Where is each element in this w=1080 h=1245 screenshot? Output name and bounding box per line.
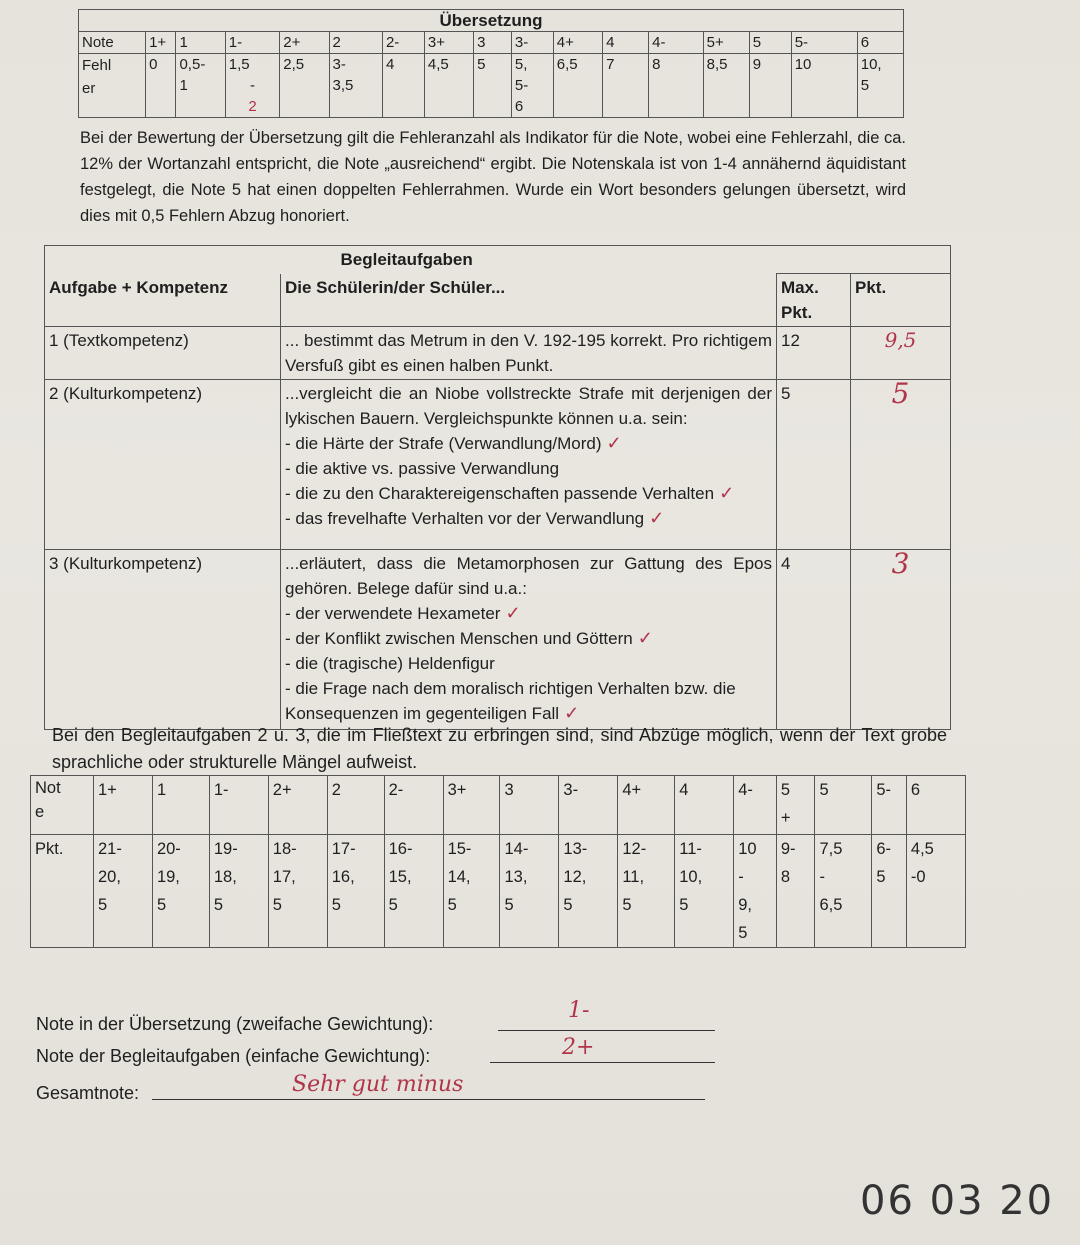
points-range-cell: 6- 5	[872, 835, 907, 948]
points-range-cell: 20- 19, 5	[152, 835, 209, 948]
grade-cell: 1	[152, 776, 209, 835]
grade-cell: 2	[329, 32, 382, 54]
translation-grade-label: Note in der Übersetzung (zweifache Gewichtung):	[36, 1014, 434, 1034]
error-count-cell: 1,5 - 2	[225, 54, 280, 118]
grade-cell: 2-	[382, 32, 424, 54]
error-count-cell: 6,5	[553, 54, 602, 118]
checkmark-icon: ✓	[632, 628, 653, 648]
task-description-text: ... bestimmt das Metrum in den V. 192-195 korrekt. Pro richtigem Versfuß gibt es einen halben Punkt.	[285, 331, 772, 375]
task-row	[45, 550, 951, 730]
points-range-cell: 21- 20, 5	[94, 835, 153, 948]
tasks-title: Begleitaufgaben	[281, 246, 851, 274]
row-label-points: Pkt.	[31, 835, 94, 948]
tasks-table	[44, 245, 951, 730]
grade-cell: 3+	[424, 32, 473, 54]
row-label-note: Not e	[31, 776, 94, 835]
error-count-cell: 2,5	[280, 54, 329, 118]
error-count-cell: 5	[474, 54, 512, 118]
col-task-header: Aufgabe + Kompetenz	[45, 274, 281, 327]
grade-cell: 4-	[649, 32, 704, 54]
task-row	[45, 327, 951, 380]
underline	[152, 1099, 705, 1100]
task-label: 2 (Kulturkompetenz)	[45, 380, 281, 550]
grade-cell: 3+	[443, 776, 500, 835]
points-range-cell: 16- 15, 5	[384, 835, 443, 948]
grade-cell: 1+	[94, 776, 153, 835]
criterion-item: - die Härte der Strafe (Verwandlung/Mord) ✓	[285, 433, 622, 453]
points-range-cell: 12- 11, 5	[618, 835, 675, 948]
grade-cell: 5+	[703, 32, 749, 54]
awarded-points: 9,5	[851, 327, 951, 380]
points-range-cell: 7,5 - 6,5	[815, 835, 872, 948]
grade-cell: 5 +	[776, 776, 815, 835]
col-max-header: Max. Pkt.	[777, 274, 851, 327]
task-label: 1 (Textkompetenz)	[45, 327, 281, 380]
tasks-grade-value: 2+	[562, 1035, 595, 1060]
error-count-cell: 8	[649, 54, 704, 118]
points-range-cell: 19- 18, 5	[209, 835, 268, 948]
error-count-cell: 7	[603, 54, 649, 118]
translation-title: Übersetzung	[79, 10, 904, 32]
error-count-cell: 4,5	[424, 54, 473, 118]
points-range-cell: 13- 12, 5	[559, 835, 618, 948]
task-label: 3 (Kulturkompetenz)	[45, 550, 281, 730]
checkmark-icon: ✓	[500, 603, 521, 623]
max-points: 5	[777, 380, 851, 550]
criterion-item: - die Frage nach dem moralisch richtigen Verhalten bzw. die Konsequenzen im gegenteiligen Fall ✓	[285, 679, 736, 723]
max-points: 12	[777, 327, 851, 380]
points-range-cell: 9- 8	[776, 835, 815, 948]
row-label-note: Note	[79, 32, 146, 54]
grade-cell: 4+	[553, 32, 602, 54]
grade-cell: 6	[857, 32, 903, 54]
error-count-cell: 9	[749, 54, 791, 118]
grade-cell: 4	[603, 32, 649, 54]
error-count-cell: 3- 3,5	[329, 54, 382, 118]
max-points: 4	[777, 550, 851, 730]
tasks-grade-label: Note der Begleitaufgaben (einfache Gewichtung):	[36, 1046, 431, 1066]
grade-cell: 5	[749, 32, 791, 54]
points-range-cell: 14- 13, 5	[500, 835, 559, 948]
error-count-cell: 0	[146, 54, 176, 118]
grade-cell: 2+	[280, 32, 329, 54]
points-range-cell: 11- 10, 5	[675, 835, 734, 948]
grade-cell: 6	[906, 776, 965, 835]
grade-cell: 4-	[734, 776, 777, 835]
criterion-item: - das frevelhafte Verhalten vor der Verwandlung ✓	[285, 508, 665, 528]
points-scale-table	[30, 775, 966, 948]
grade-cell: 3	[474, 32, 512, 54]
date-stamp: 06 03 20	[860, 1178, 1055, 1224]
row-label-fehler: Fehl er	[79, 54, 146, 118]
grade-cell: 3-	[511, 32, 553, 54]
points-range-cell: 18- 17, 5	[268, 835, 327, 948]
points-range-cell: 15- 14, 5	[443, 835, 500, 948]
grade-cell: 4+	[618, 776, 675, 835]
translation-grade-value: 1-	[568, 998, 590, 1023]
task-description-text: ...erläutert, dass die Metamorphosen zur Gattung des Epos gehören. Belege dafür sind u.a.:	[285, 554, 772, 598]
error-count-cell: 10	[791, 54, 857, 118]
translation-rules-text: Bei der Bewertung der Übersetzung gilt die Fehleranzahl als Indikator für die Note, wobei eine Fehlerzahl, die ca. 12% der Wortanzahl entspricht, die Note „ausreichend“ ergibt. Die Notenskala ist von 1-4 annähernd äquidistant festgelegt, die Note 5 hat einen doppelten Fehlerrahmen. Wurde ein Wort besonders gelungen übersetzt, wird dies mit 0,5 Fehlern Abzug honoriert.	[80, 129, 906, 225]
grade-cell: 3-	[559, 776, 618, 835]
criterion-item: - die (tragische) Heldenfigur	[285, 654, 495, 673]
awarded-points: 5	[851, 380, 951, 550]
task-description-text: ...vergleicht die an Niobe vollstreckte Strafe mit derjenigen der lykischen Bauern. Vergleichspunkte können u.a. sein:	[285, 384, 772, 428]
grade-cell: 4	[675, 776, 734, 835]
task-row	[45, 380, 951, 550]
task-description	[281, 380, 777, 550]
error-count-cell: 4	[382, 54, 424, 118]
grade-cell: 3	[500, 776, 559, 835]
grade-cell: 2+	[268, 776, 327, 835]
error-count-cell: 8,5	[703, 54, 749, 118]
grade-cell: 1	[176, 32, 225, 54]
col-points-header: Pkt.	[851, 274, 951, 327]
points-range-cell: 17- 16, 5	[327, 835, 384, 948]
error-count-cell: 5, 5- 6	[511, 54, 553, 118]
task-description	[281, 550, 777, 730]
grade-cell: 5-	[872, 776, 907, 835]
tasks-note: Bei den Begleitaufgaben 2 u. 3, die im Fließtext zu erbringen sind, sind Abzüge möglich, wenn der Text grobe sprachliche oder strukturelle Mängel aufweist.	[52, 725, 947, 772]
criterion-item: - die aktive vs. passive Verwandlung	[285, 459, 560, 478]
error-count-cell: 10, 5	[857, 54, 903, 118]
grade-cell: 5	[815, 776, 872, 835]
criterion-item: - die zu den Charaktereigenschaften passende Verhalten ✓	[285, 483, 735, 503]
total-grade-label: Gesamtnote:	[36, 1083, 140, 1103]
criterion-item: - der Konflikt zwischen Menschen und Göttern ✓	[285, 628, 653, 648]
checkmark-icon: ✓	[714, 483, 735, 503]
checkmark-icon: ✓	[644, 508, 665, 528]
grade-cell: 1-	[209, 776, 268, 835]
translation-grade-table	[78, 9, 904, 118]
underline	[490, 1062, 715, 1063]
underline	[498, 1030, 715, 1031]
grade-cell: 1-	[225, 32, 280, 54]
grade-cell: 2	[327, 776, 384, 835]
grade-cell: 5-	[791, 32, 857, 54]
task-description	[281, 327, 777, 380]
criterion-item: - der verwendete Hexameter ✓	[285, 603, 521, 623]
col-desc-header: Die Schülerin/der Schüler...	[281, 274, 777, 327]
grade-cell: 2-	[384, 776, 443, 835]
checkmark-icon: ✓	[601, 433, 622, 453]
points-range-cell: 10 - 9, 5	[734, 835, 777, 948]
grade-cell: 1+	[146, 32, 176, 54]
error-count-cell: 0,5- 1	[176, 54, 225, 118]
total-grade-value: Sehr gut minus	[292, 1072, 464, 1097]
awarded-points: 3	[851, 550, 951, 730]
checkmark-icon: ✓	[559, 703, 580, 723]
points-range-cell: 4,5 -0	[906, 835, 965, 948]
